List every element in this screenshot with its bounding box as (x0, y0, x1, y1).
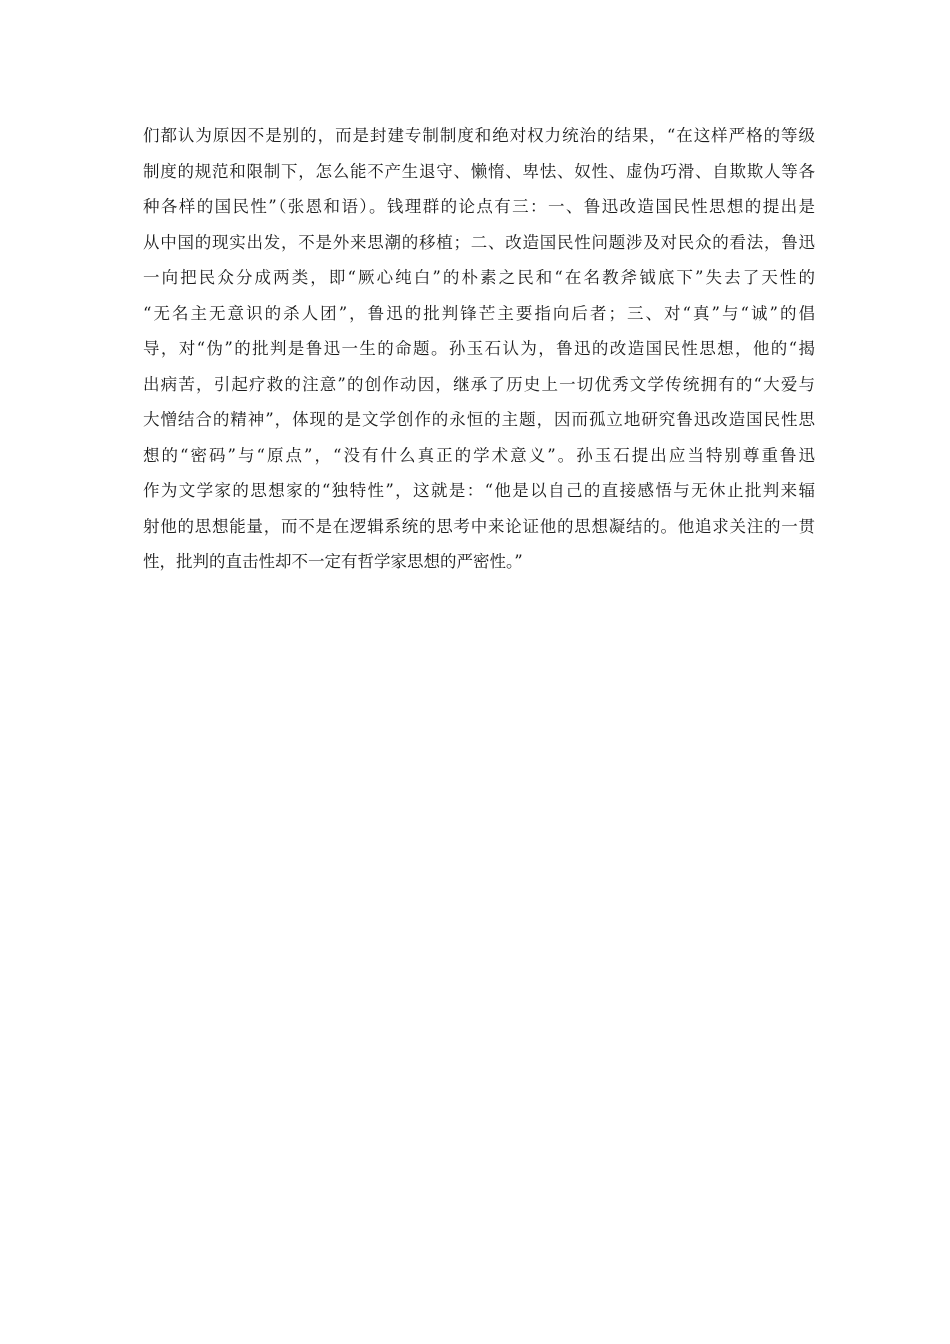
text-line-1: 们都认为原因不是别的，而是封建专制制度和绝对权力统治的结果，“在这样严格的等级 (143, 126, 815, 145)
text-line-4: 从中国的现实出发，不是外来思潮的移植；二、改造国民性问题涉及对民众的看法，鲁迅 (143, 232, 815, 252)
text-line-10: 想的“密码”与“原点”，“没有什么真正的学术意义”。孙玉石提出应当特别尊重鲁迅 (143, 445, 815, 465)
text-line-8: 出病苦，引起疗救的注意”的创作动因，继承了历史上一切优秀文学传统拥有的“大爱与 (143, 374, 815, 394)
text-line-3: 种各样的国民性”（张恩和语）。钱理群的论点有三：一、鲁迅改造国民性思想的提出是 (143, 197, 815, 216)
text-line-9: 大憎结合的精神”，体现的是文学创作的永恒的主题，因而孤立地研究鲁迅改造国民性思 (143, 410, 815, 429)
text-line-11: 作为文学家的思想家的“独特性”，这就是：“他是以自己的直接感悟与无休止批判来辐 (143, 481, 815, 500)
text-line-13: 性，批判的直击性却不一定有哲学家思想的严密性。” (143, 552, 523, 571)
text-line-6: “无名主无意识的杀人团”，鲁迅的批判锋芒主要指向后者；三、对“真”与“诚”的倡 (143, 303, 815, 323)
body-paragraph (143, 118, 815, 580)
text-line-7: 导，对“伪”的批判是鲁迅一生的命题。孙玉石认为，鲁迅的改造国民性思想，他的“揭 (143, 339, 815, 358)
text-line-12: 射他的思想能量，而不是在逻辑系统的思考中来论证他的思想凝结的。他追求关注的一贯 (143, 516, 815, 536)
text-line-2: 制度的规范和限制下，怎么能不产生退守、懒惰、卑怯、奴性、虚伪巧滑、自欺欺人等各 (143, 161, 815, 181)
text-line-5: 一向把民众分成两类，即“厥心纯白”的朴素之民和“在名教斧钺底下”失去了天性的 (143, 268, 815, 287)
